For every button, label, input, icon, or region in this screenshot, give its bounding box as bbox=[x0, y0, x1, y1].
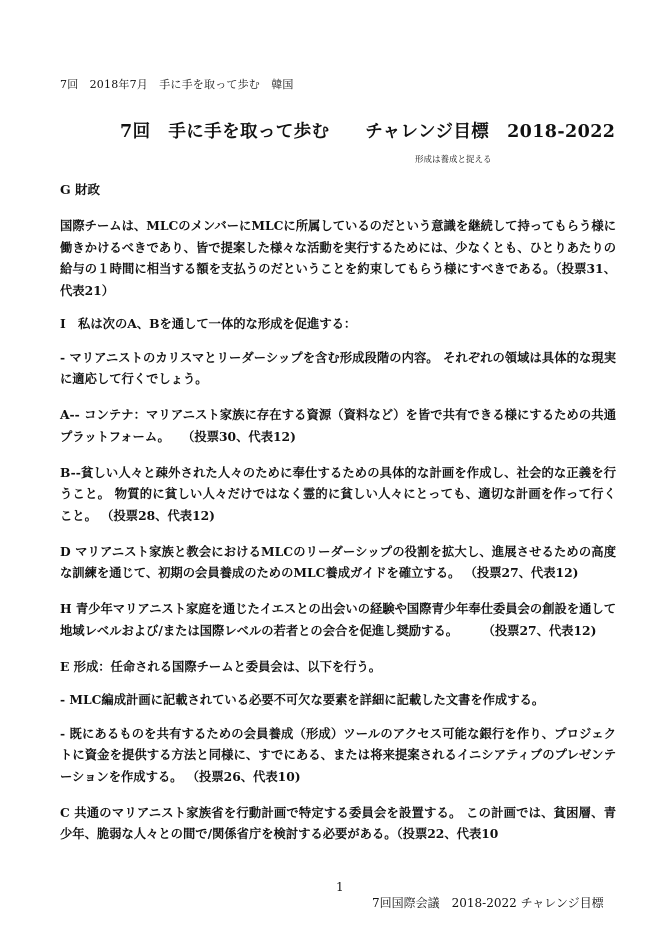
paragraph: - 既にあるものを共有するための会員養成（形成）ツールのアクセス可能な銀行を作り、プロジェクトに資金を提供する方法と同様に、すでにある、または将来提案されるイニシアティブのプレゼンテーションを作成する。 （投票26、代表10) bbox=[60, 725, 616, 784]
paragraph: - マリアニストのカリスマとリーダーシップを含む形成段階の内容。 それぞれの領域は具体的な現実に適応して行くでしょう。 bbox=[60, 349, 616, 386]
paragraph: I 私は次のA、Bを通して一体的な形成を促進する： bbox=[60, 316, 357, 331]
paragraph: B--貧しい人々と疎外された人々のために奉仕するための具体的な計画を作成し、社会的な正義を行うこと。 物質的に貧しい人々だけではなく霊的に貧しい人々にとっても、適切な計画を作って行くこと。 （投票28、代表12) bbox=[60, 464, 616, 523]
paragraph: C 共通のマリアニスト家族省を行動計画で特定する委員会を設置する。 この計画では、貧困層、青少年、脆弱な人々との間で/関係省庁を検討する必要がある。（投票22、代表10 bbox=[60, 804, 616, 841]
document-title: 7回 手に手を取って歩む チャレンジ目標 2018-2022 bbox=[120, 122, 616, 142]
paragraph: 国際チームは、MLCのメンバーにMLCに所属しているのだという意識を継続して持ってもらう様に働きかけるべきであり、皆で提案した様々な活動を実行するためには、少なくとも、ひとりあたりの給与の１時間に相当する額を支払うのだということを約束してもらう様にすべきである。（投票31、代表21） bbox=[60, 218, 616, 298]
header-line: 7回 2018年7月 手に手を取って歩む 韓国 bbox=[60, 78, 294, 91]
paragraph: A-- コンテナ：マリアニスト家族に存在する資源（資料など）を皆で共有できる様にするための共通プラットフォーム。 （投票30、代表12) bbox=[60, 407, 616, 444]
paragraph: H 青少年マリアニスト家庭を通じたイエスとの出会いの経験や国際青少年奉仕委員会の創設を通して地域レベルおよび/または国際レベルの若者との会合を促進し奨励する。 （投票27、代表12) bbox=[60, 601, 616, 638]
footer-text: 7回国際会議 2018-2022 チャレンジ目標 bbox=[372, 896, 604, 910]
paragraph: E 形成：任命される国際チームと委員会は、以下を行う。 bbox=[60, 658, 382, 674]
paragraph: D マリアニスト家族と教会におけるMLCのリーダーシップの役割を拡大し、進展させるための高度な訓練を通じて、初期の会員養成のためのMLC養成ガイドを確立する。 （投票27、代表12) bbox=[60, 543, 616, 580]
page-number: 1 bbox=[336, 880, 344, 894]
section-heading: G 財政 bbox=[60, 182, 101, 197]
page-footer bbox=[0, 866, 604, 922]
document-body bbox=[60, 180, 616, 859]
note: 形成は養成と捉える bbox=[415, 155, 492, 165]
paragraph: - MLC編成計画に記載されている必要不可欠な要素を詳細に記載した文書を作成する。 bbox=[60, 692, 545, 707]
